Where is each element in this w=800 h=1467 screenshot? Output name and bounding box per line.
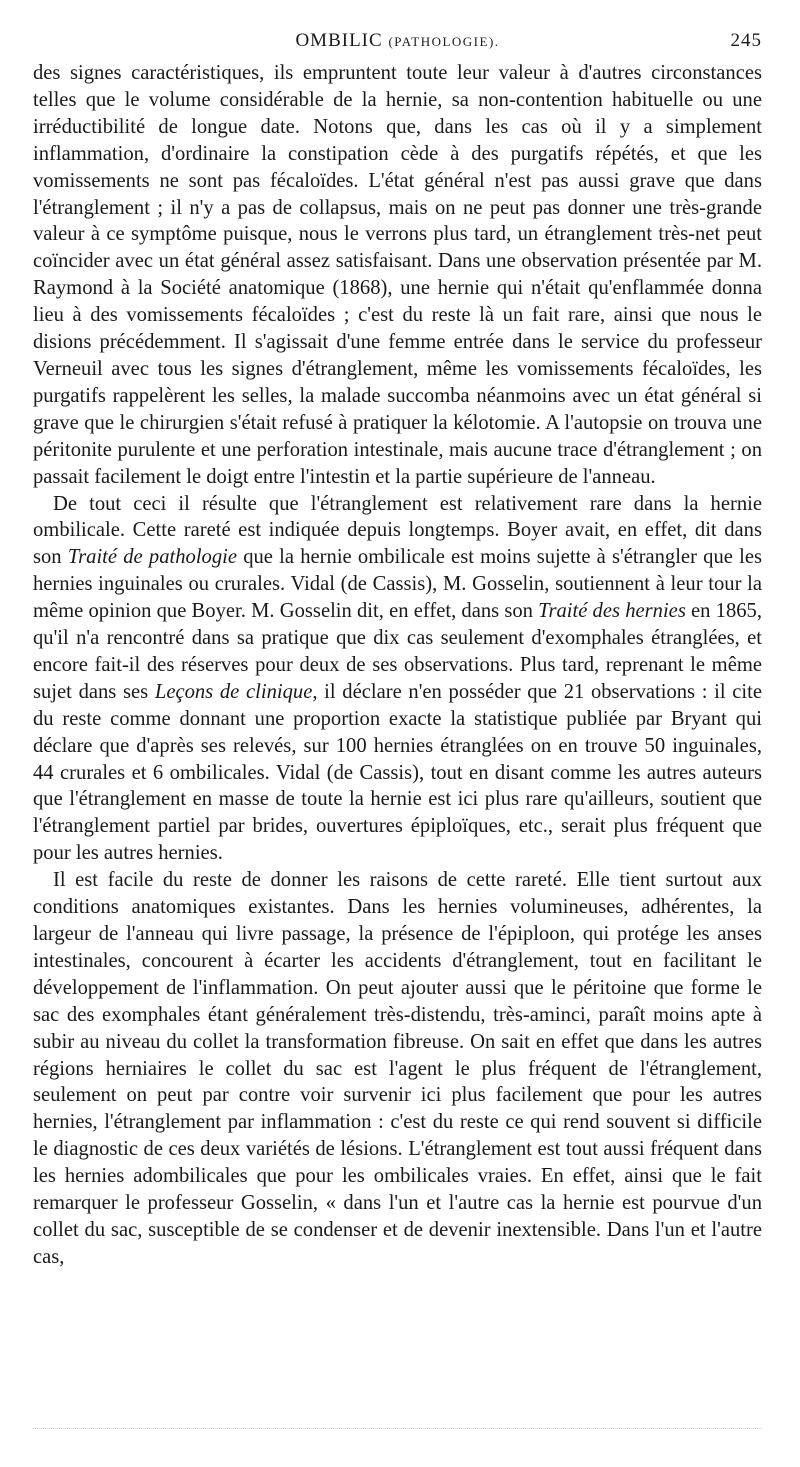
paragraph-1: des signes caractéristiques, ils empruntent toute leur valeur à d'autres circonstances telles que le volume considérable de la hernie, sa non-contention habituelle ou une irréductibilité de longue date. Notons que, dans les cas où il y a simplement inflammation, d'ordinaire la constipation cède à des purgatifs répétés, et que les vomissements ne sont pas fécaloïdes. L'état général n'est pas aussi grave que dans l'étranglement ; il n'y a pas de collapsus, mais on ne peut pas donner une très-grande valeur à ce symptôme puisque, nous le verrons plus tard, un étranglement très-net peut coïncider avec un état général assez satisfaisant. Dans une observation présentée par M. Raymond à la Société anatomique (1868), une hernie qui n'était qu'enflammée donna lieu à des vomissements fécaloïdes ; c'est du reste là un fait rare, ainsi que nous le disions précédemment. Il s'agissait d'une femme entrée dans le service du professeur Verneuil avec tous les signes d'étranglement, même les vomissements fécaloïdes, les purgatifs rappelèrent les selles, la malade succomba néanmoins avec un état général si grave que le chirurgien s'était refusé à pratiquer la kélotomie. A l'autopsie on trouva une péritonite purulente et une perforation intestinale, mais aucune trace d'étranglement ; on passait facilement le doigt entre l'intestin et la partie supérieure de l'anneau. xyxy=(33,62,762,488)
running-title-sub: (PATHOLOGIE). xyxy=(388,34,500,49)
running-title-main: OMBILIC xyxy=(295,30,383,51)
p2-text-b: que la hernie ombilicale est moins sujette à s'étrangler que les hernies inguinales ou crurales. Vidal (de Cassis), M. Gosselin, soutiennent à leur tour la même opinion que Boyer. M. Gosselin dit, en effet, dans son xyxy=(33,546,762,623)
body-text xyxy=(33,60,762,1271)
p2-italic-traite-hernies: Traité des hernies xyxy=(538,600,686,623)
page-number: 245 xyxy=(730,30,762,51)
running-head xyxy=(33,28,762,60)
p2-text-d: , il déclare n'en posséder que 21 observations : il cite du reste comme donnant une proportion exacte la statistique publiée par Bryant qui déclare que d'après ses relevés, sur 100 hernies étranglées on en trouve 50 inguinales, 44 crurales et 6 ombilicales. Vidal (de Cassis), tout en disant comme les autres auteurs que l'étranglement en masse de toute la hernie est ici plus rare qu'ailleurs, soutient que l'étranglement partiel par brides, ouvertures épiploïques, etc., serait plus fréquent que pour les autres hernies. xyxy=(33,680,762,865)
paragraph-3: Il est facile du reste de donner les raisons de cette rareté. Elle tient surtout aux conditions anatomiques existantes. Dans les hernies volumineuses, adhérentes, la largeur de l'anneau qui livre passage, la présence de l'épiploon, qui protége les anses intestinales, concourent à écarter les accidents d'étranglement, tout en facilitant le développement de l'inflammation. On peut ajouter aussi que le péritoine que forme le sac des exomphales étant généralement très-distendu, très-aminci, paraît moins apte à subir au niveau du collet la transformation fibreuse. On sait en effet que dans les autres régions herniaires le collet du sac est l'agent le plus fréquent de l'étranglement, seulement on peut par contre voir survenir ici plus facilement que pour les autres hernies, l'étranglement par inflammation : c'est du reste ce qui rend souvent si difficile le diagnostic de ces deux variétés de lésions. L'étranglement est tout aussi fréquent dans les hernies adombilicales que pour les ombilicales vraies. En effet, ainsi que le fait remarquer le professeur Gosselin, « dans l'un et l'autre cas la hernie est pourvue d'un collet du sac, susceptible de se condenser et de devenir inextensible. Dans l'un et l'autre cas, xyxy=(33,869,762,1268)
p2-text-c: en 1865, qu'il n'a rencontré dans sa pratique que dix cas seulement d'exomphales étranglées, et encore fait-il des réserves pour deux de ses observations. Plus tard, reprenant le même sujet dans ses xyxy=(33,600,763,703)
p2-italic-traite-pathologie: Traité de pathologie xyxy=(67,546,237,569)
page-bottom-smudge xyxy=(33,1428,762,1433)
paragraph-2 xyxy=(33,491,762,868)
running-title xyxy=(33,30,762,52)
p2-italic-lecons-clinique: Leçons de clinique xyxy=(154,680,313,703)
p2-text-a: De tout ceci il résulte que l'étranglement est relativement rare dans la hernie ombilicale. Cette rareté est indiquée depuis longtemps. Boyer avait, en effet, dit dans son xyxy=(33,492,762,569)
